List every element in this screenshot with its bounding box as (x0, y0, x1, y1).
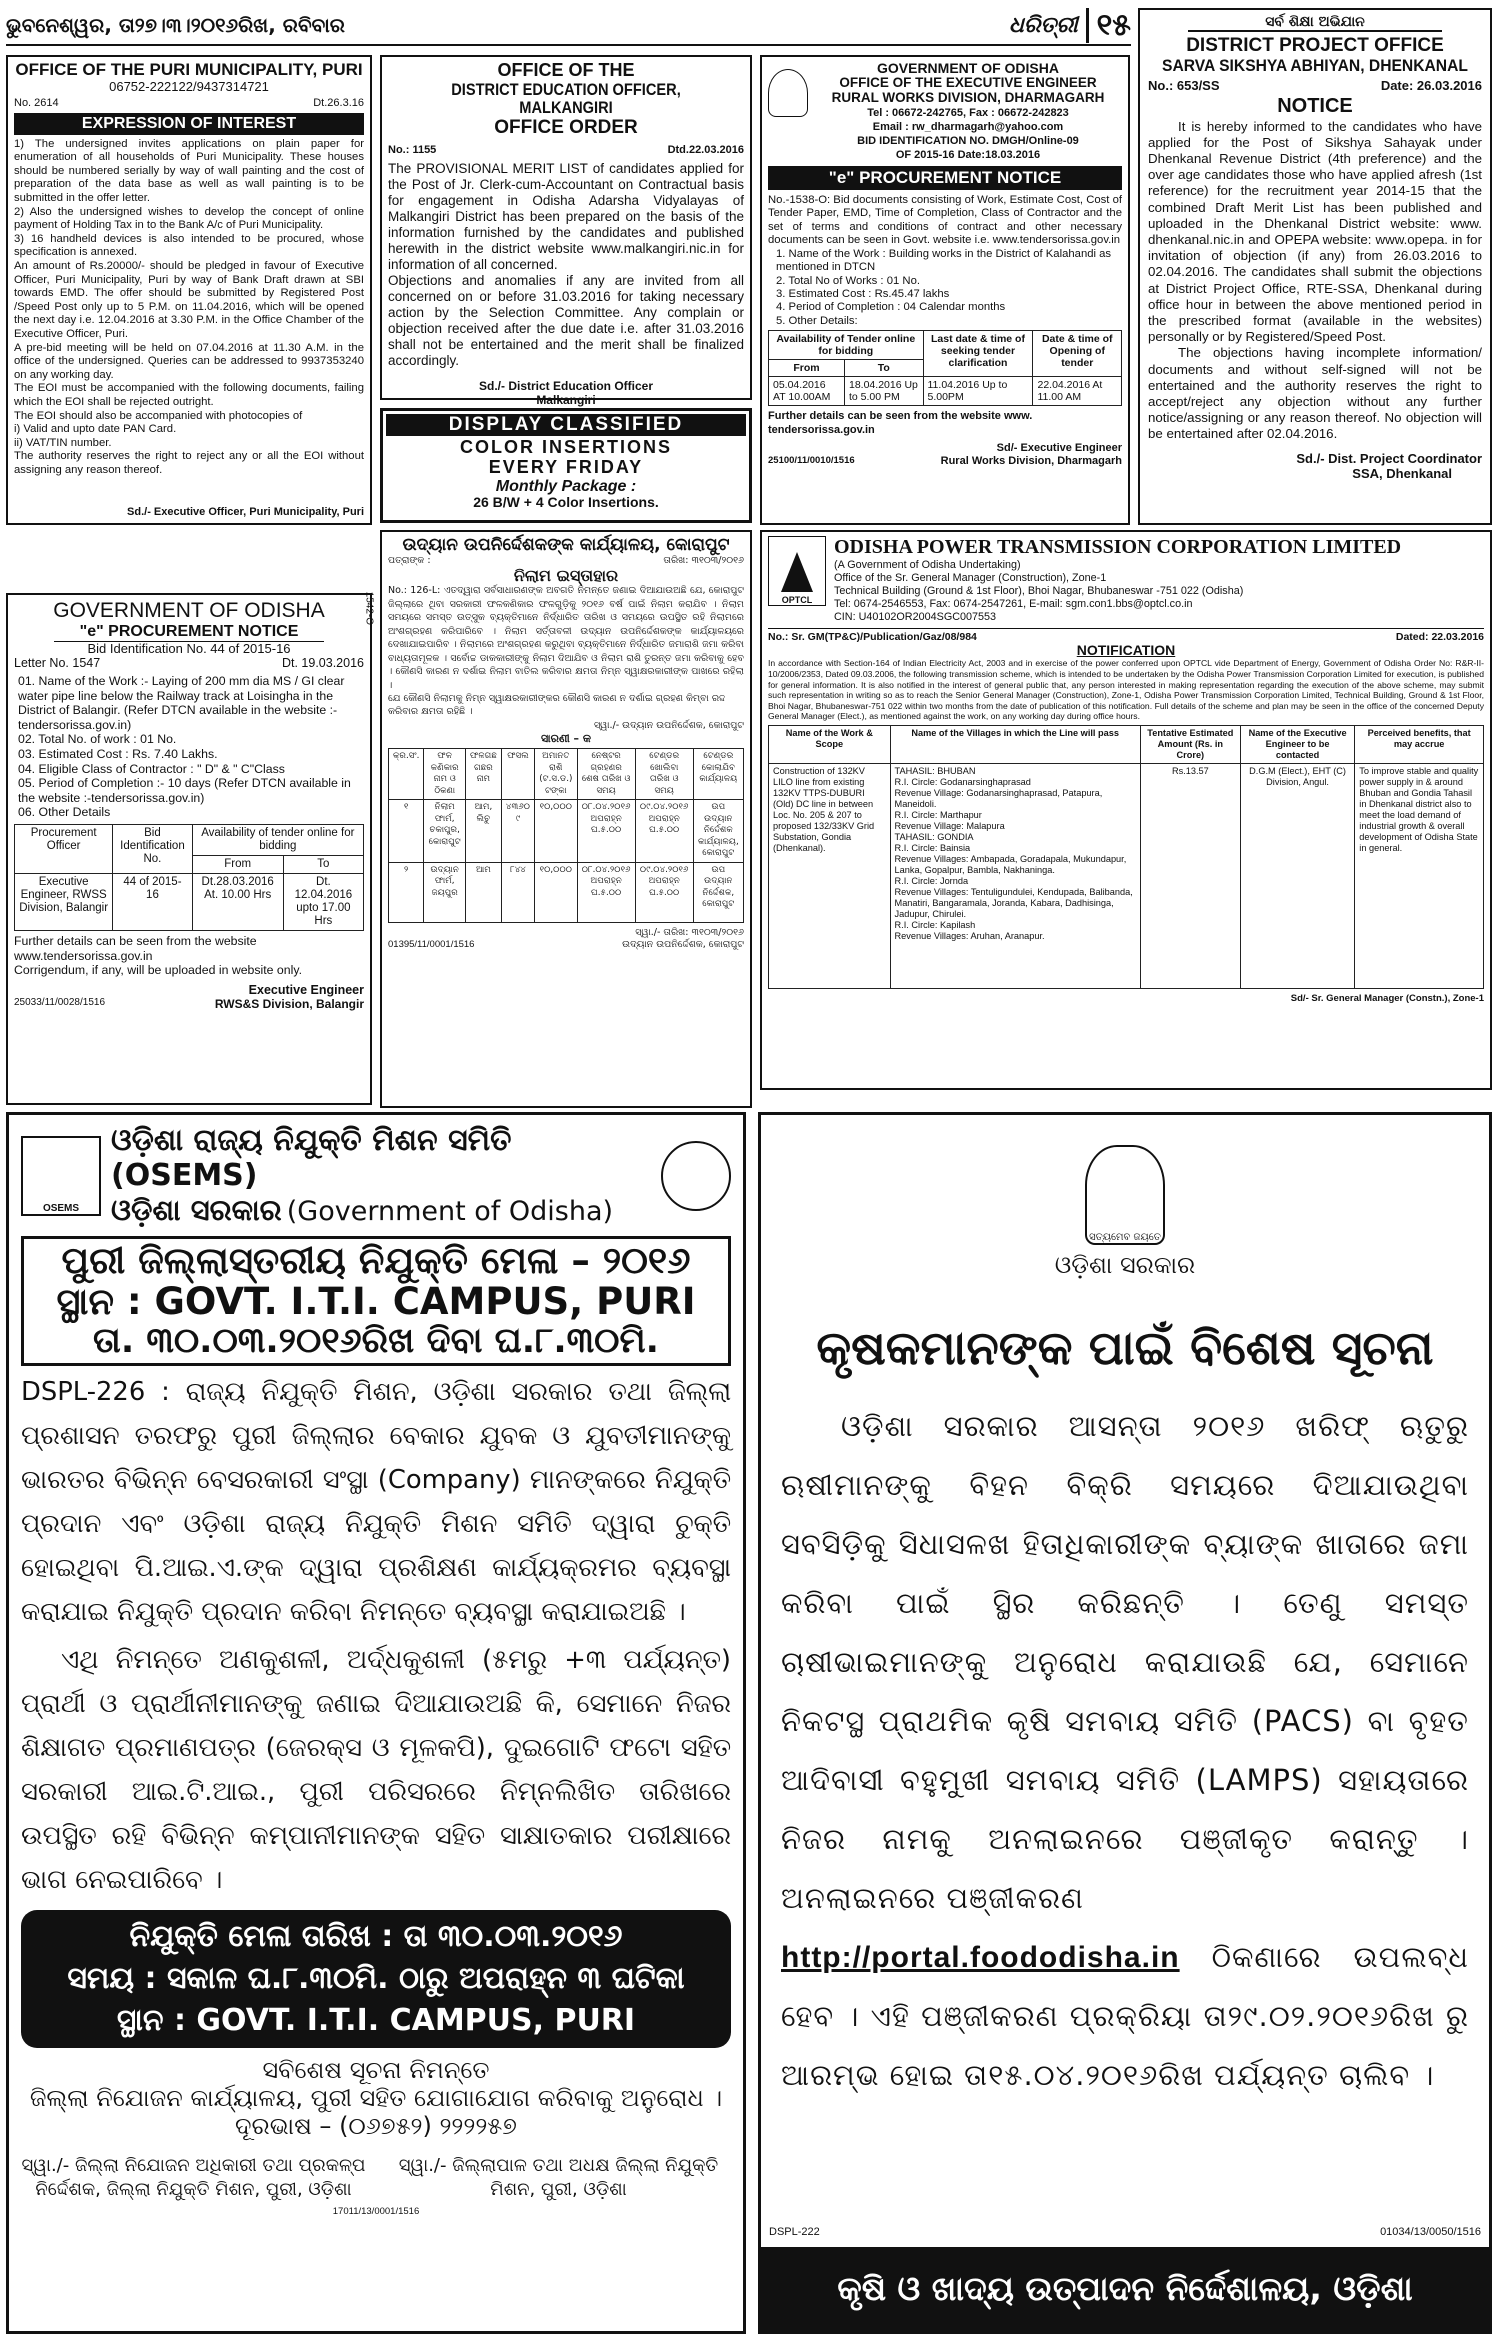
body-paragraph: An amount of Rs.20000/- should be pledged in favour of Executive Officer, Puri Municipality, Puri by way of Bank Draft drawn at SBI towards EMD. The offer should be submitted by Registered Post /Speed Post only up to 5 P.M. on 11.04.2016, which will be opened the next day i.e. 12.04.2016 at 3.30 P.M. in the Office Chamber of the Executive Officer, Puri. (14, 260, 364, 340)
ad-title: OFFICE OF THE PURI MUNICIPALITY, PURI (15, 60, 363, 79)
subtitle-english: (Government of Odisha) (286, 1196, 614, 1227)
table-cell: ଆମ, ଲିଚୁ (465, 800, 501, 863)
table-cell: ୮୪୪ (501, 862, 534, 922)
body-paragraph: 2) Also the undersigned wishes to develop the concept of online payment of Holding Tax in to the Bank A/c of Puri Municipality. (14, 205, 364, 232)
table-header: Date & time of Opening of tender (1033, 331, 1122, 377)
table-header: Tentative Estimated Amount (Rs. in Crore) (1140, 725, 1240, 763)
osems-job-fair-ad (6, 1112, 746, 2334)
ad-body-2: ଏଥି ନିମନ୍ତେ ଅଣକୁଶଳୀ, ଅର୍ଦ୍ଧକୁଶଳୀ (୫ମରୁ +୩ ପର୍ଯ୍ୟନ୍ତ) ପ୍ରାର୍ଥୀ ଓ ପ୍ରାର୍ଥୀନୀମାନଙ୍କୁ ଜଣାଇ ଦିଆଯାଉଅଛି କି, ସେମାନେ ନିଜର ଶିକ୍ଷାଗତ ପ୍ରମାଣପତ୍ର (ଜେରକ୍ସ ଓ ମୂଳକପି), ଦୁଇଗୋଟି ଫଟୋ ସହିତ ସରକାରୀ ଆଇ.ଟି.ଆଇ., ପୁରୀ ପରିସରରେ ନିମ୍ନଲିଖିତ ତାରିଖରେ ଉପସ୍ଥିତ ରହି ବିଭିନ୍ନ କମ୍ପାନୀମାନଙ୍କ ସହିତ ସାକ୍ଷାତକାର ପରୀକ୍ଷାରେ ଭାଗ ନେଇପାରିବେ । (21, 1644, 731, 1895)
village-line: TAHASIL: GONDIA (894, 831, 974, 842)
table-cell: D.G.M (Elect.), EHT (C) Division, Angul. (1240, 763, 1354, 988)
order-body: The PROVISIONAL MERIT LIST of candidates applied for the Post of Jr. Clerk-cum-Accountant on Contractual basis for engagement in Odisha Adarsha Vidyalayas of Malkangiri District has been prepared on the basis of the information furnished by the candidates and published herewith in the district website www.malkangiri.nic.in for information of all concerned. (388, 161, 744, 273)
scheme-table (768, 725, 1484, 989)
table-header: Name of the Executive Engineer to be contacted (1240, 725, 1354, 763)
notice-body: ଓଡ଼ିଶା ସରକାର ଆସନ୍ତା ୨୦୧୬ ଖରିଫ୍ ଋତୁରୁ ଋଷୀମାନଙ୍କୁ ବିହନ ବିକ୍ରି ସମୟରେ ଦିଆଯାଉଥିବା ସବସିଡ଼ିକୁ ସିଧାସଳଖ ହିତାଧିକାରୀଙ୍କ ବ୍ୟାଙ୍କ ଖାତାରେ ଜମା କରିବା ପାଇଁ ସ୍ଥିର କରିଛନ୍ତି । ତେଣୁ ସମସ୍ତ ଚାଷୀଭାଇମାନଙ୍କୁ ଅନୁରୋଧ କରାଯାଉଛି ଯେ, ସେମାନେ ନିକଟସ୍ଥ ପ୍ରାଥମିକ କୃଷି ସମବାୟ ସମିତି (PACS) ବା ବୃହତ ଆଦିବାସୀ ବହୁମୁଖୀ ସମବାୟ ସମିତି (LAMPS) ସହାୟତାରେ ନିଜର ନାମକୁ ଅନଲାଇନରେ ପଞ୍ଜୀକୃତ କରାନ୍ତୁ । ଅନଲାଇନରେ ପଞ୍ଜୀକରଣ (781, 1408, 1469, 1915)
display-line-2: COLOR INSERTIONS (459, 437, 672, 457)
ssa-dhenkanal-ad (1138, 8, 1492, 525)
table-header: From (769, 360, 845, 377)
work-item: 01. Name of the Work :- Laying of 200 mm dia MS / GI clear water pipe line below the Railway track at Loisingha in the District of Balangir. (Refer DTCN available in the website :-tendersorissa.gov.in) (18, 674, 345, 732)
contact-phone: ଦୂରଭାଷ – (୦୬୭୫୨) ୨୨୨୨୫୭ (235, 2111, 517, 2140)
notice-date: Date: 26.03.2016 (1380, 77, 1482, 93)
table-header: From (192, 855, 283, 873)
transmission-tower-icon (781, 552, 813, 592)
rwd-dharmagarh-ad (760, 55, 1130, 525)
office-order-heading: OFFICE ORDER (494, 117, 638, 139)
signature: ସ୍ୱା./- ଉଦ୍ୟାନ ଉପନିର୍ଦ୍ଦେଶକ, କୋରାପୁଟ (593, 720, 744, 732)
village-line: TAHASIL: BHUBAN (894, 765, 976, 776)
signature-office: ଉଦ୍ୟାନ ଉପନିର୍ଦ୍ଦେଶକ, କୋରାପୁଟ (622, 938, 744, 950)
table-cell: ୧୦,୦୦୦ (535, 862, 577, 922)
table-cell: ୦୮.୦୪.୨୦୧୬ ଅପରାହ୍ନ ଘ.୫.୦୦ (577, 800, 635, 863)
schedule-heading: ସାରଣୀ – କ (540, 732, 592, 746)
table-header: ଫଳ କଣିକାର ନାମ ଓ ଠିକଣା (424, 749, 466, 800)
work-item: 3. Estimated Cost : Rs.45.47 lakhs (776, 287, 950, 300)
village-line: Revenue Villages: Aruhan, Aranapur. (894, 930, 1045, 941)
table-cell: ୨ (389, 862, 424, 922)
ad-code: 01034/13/0050/1516 (1380, 2226, 1481, 2238)
koraput-horticulture-ad (380, 530, 752, 1108)
ad-title-1: GOVERNMENT OF ODISHA (876, 60, 1059, 76)
bid-id-2: OF 2015-16 Date:18.03.2016 (895, 149, 1041, 162)
signature-2: ସ୍ୱା./- ଜିଲ୍ଲାପାଳ ତଥା ଅଧକ୍ଷ ଜିଲ୍ଲା ନିଯୁକ୍ତି ମିଶନ, ପୁରୀ, ଓଡ଼ିଶା (398, 2154, 719, 2200)
address-line: CIN: U40102OR2004SGC007553 (834, 611, 997, 623)
contact-heading: ସବିଶେଷ ସୂଚନା ନିମନ୍ତେ (262, 2055, 490, 2084)
event-venue-line: ସ୍ଥାନ : GOVT. I.T.I. CAMPUS, PURI (116, 2002, 636, 2038)
address-block (834, 559, 1484, 624)
balangir-rwss-ad (6, 593, 372, 1105)
table-header: Last date & time of seeking tender clarification (923, 331, 1033, 377)
village-line: R.I. Circle: Marthapur (894, 809, 982, 820)
address-line: Technical Building (Ground & 1st Floor), Bhoi Nagar, Bhubaneswar -751 022 (Odisha) (834, 585, 1244, 597)
puri-municipality-ad (6, 55, 372, 525)
signature: Sd/- Sr. General Manager (Constn.), Zone-1 (1290, 992, 1484, 1004)
body-paragraph: 3) 16 handheld devices is also intended to be procured, whose specification is annexed. (14, 232, 364, 259)
display-classified-ad (380, 408, 752, 523)
phone: 06752-222122/9437314721 (109, 78, 269, 94)
malkangiri-ad (380, 55, 752, 408)
ad-code: 01395/11/0001/1516 (388, 938, 475, 950)
ad-body: DSPL-226 : ରାଜ୍ୟ ନିଯୁକ୍ତି ମିଶନ, ଓଡ଼ିଶା ସରକାର ତଥା ଜିଲ୍ଲା ପ୍ରଶାସନ ତରଫରୁ ପୁରୀ ଜିଲ୍ଲାର ବେକାର ଯୁବକ ଓ ଯୁବତୀମାନଙ୍କୁ ଭାରତର ବିଭିନ୍ନ ବେସରକାରୀ ସଂସ୍ଥା (Company) ମାନଙ୍କରେ ନିଯୁକ୍ତି ପ୍ରଦାନ ଏବଂ ଓଡ଼ିଶା ରାଜ୍ୟ ନିଯୁକ୍ତି ମିଶନ ସମିତି ଦ୍ୱାରା ଚୁକ୍ତି ହୋଇଥିବା ପି.ଆଇ.ଏ.ଙ୍କ ଦ୍ୱାରା ପ୍ରଶିକ୍ଷଣ କାର୍ଯ୍ୟକ୍ରମର ବ୍ୟବସ୍ଥା କରାଯାଇ ନିଯୁକ୍ତି ପ୍ରଦାନ କରିବା ନିମନ୍ତେ ବ୍ୟବସ୍ଥା କରାଯାଇଅଛି । (21, 1376, 731, 1627)
table-cell: Dt.28.03.2016 At. 10.00 Hrs (192, 873, 283, 930)
table-row (389, 862, 744, 922)
table-cell: Rs.13.57 (1140, 763, 1240, 988)
letter-date: ତାରିଖ: ୩୧୦୩/୨୦୧୬ (663, 554, 744, 566)
ad-title-2: DISTRICT EDUCATION OFFICER, MALKANGIRI (451, 79, 681, 118)
table-cell: ୧ (389, 800, 424, 863)
work-items (768, 248, 1122, 328)
table-cell: To improve stable and quality power supply in & around Bhuban and Gondia Tahasil in Dhenkanal district also to meet the load demand of industrial growth & overall development of Odisha State in general. (1355, 763, 1484, 988)
table-header: ଟେଣ୍ଡର ଖୋଲିବା ତାରିଖ ଓ ସମୟ (635, 749, 693, 800)
notice-body-2: The objections having incomplete information/ documents and without self-signed will not be entertained and the authority reserves the right to accept/reject any objection without any further notice/assigning or any reason thereof. No objection will be entertained after 02.04.2016. (1148, 345, 1482, 442)
table-cell: Construction of 132KV LILO line from existing 132KV TTPS-DUBURI (Old) DC line in between Loc. No. 205 & 207 to proposed 132/33KV Grid Substation, Gondia (Dhenkanal). (769, 763, 891, 988)
table-cell: ୪୩୬୦ ୯ (501, 800, 534, 863)
body-paragraph: 1) The undersigned invites applications on plain paper for enumeration of all households of Puri Municipality. These houses should be numbered serially by way of wall painting and the cost of preparation of the data base as well as wall painting is to be submitted in the offer letter. (14, 137, 364, 205)
table-header: Bid Identification No. (113, 824, 192, 873)
event-venue: ସ୍ଥାନ : GOVT. I.T.I. CAMPUS, PURI (56, 1279, 696, 1323)
table-header: ନେଷ୍ଟର ଗ୍ରହଣର ଶେଷ ତାରିଖ ଓ ସମୟ (577, 749, 635, 800)
event-box (21, 1236, 731, 1366)
table-header: ଫଳଗଛ ଗଛର ନାମ (465, 749, 501, 800)
table-cell: ଉପ ଉଦ୍ୟାନ ନିର୍ଦ୍ଦେଶକ କାର୍ଯ୍ୟାଳୟ, କୋରାପୁଟ (693, 800, 743, 863)
odisha-emblem-icon (768, 69, 808, 117)
table-header: ଟେଣ୍ଡର କୋଲାଯିବ କାର୍ଯ୍ୟାଳୟ (693, 749, 743, 800)
subtitle-odia: ଓଡ଼ିଶା ସରକାର (111, 1193, 282, 1227)
signature-date: ସ୍ୱା./- ତାରିଖ: ୩୧୦୩/୨୦୧୬ (635, 926, 744, 938)
osems-logo (21, 1136, 101, 1216)
dateline: ଭୁବନେଶ୍ୱର, ତା୨୭।୩।୨୦୧୬ରିଖ, ରବିବାର (6, 13, 345, 37)
table-cell: Executive Engineer, RWSS Division, Balangir (15, 873, 113, 930)
body-paragraph: ii) VAT/TIN number. (14, 436, 112, 449)
work-item: 04. Eligible Class of Contractor : " D" & " C"Class (18, 761, 285, 776)
notice-body: No.: 126-L: ଏତଦ୍ୱାରା ସର୍ବସାଧାରଣଙ୍କ ଅବଗତି ନିମନ୍ତେ ଜଣାଇ ଦିଆଯାଉଅଛି ଯେ, କୋରାପୁଟ ଜିଲ୍ଲାରେ ଥିବା ସରକାରୀ ଫଳକଣିକାର ଫଳଗୁଡ଼ିକୁ ୨୦୧୬ ବର୍ଷ ପାଇଁ ନିଲାମ କରାଯିବ । ନିଲାମ ସମୟରେ ସମସ୍ତ ଉତ୍ସୁକ ବ୍ୟକ୍ତିମାନେ ନିର୍ଦ୍ଧାରିତ ତାରିଖ ଓ ସମୟରେ ଉପସ୍ଥିତ ରହି ନିଲାମରେ ଅଂଶଗ୍ରହଣ କରିପାରିବେ । ନିଲାମ ସର୍ତ୍ତାବଳୀ ଉଦ୍ୟାନ ଉପନିର୍ଦ୍ଦେଶକଙ୍କ କାର୍ଯ୍ୟାଳୟରେ ଦେଖାଯାଇପାରିବ । ନିଲାମରେ ଅଂଶଗ୍ରହଣ କରୁଥିବା ବ୍ୟକ୍ତିମାନେ ନିର୍ଦ୍ଧାରିତ ଜମାରାଶି ଜମା କରିବା ବାଧ୍ୟତାମୂଳକ । ସର୍ବୋଚ୍ଚ ଡାକକାରୀଙ୍କୁ ନିଲାମ ଦିଆଯିବ ଓ ନିଲାମ ରାଶି ତୁରନ୍ତ ଜମା କରିବାକୁ ହେବ । କୌଣସି କାରଣ ନ ଦର୍ଶାଇ ନିଲାମ ବାତିଲ କରିବାର କ୍ଷମତା ନିମ୍ନ ସ୍ୱାକ୍ଷରକାରୀଙ୍କ ପାଖରେ ରହିଲା । (388, 585, 744, 691)
side-code: 1542-O (363, 591, 374, 625)
ad-title: ଉଦ୍ୟାନ ଉପନିର୍ଦ୍ଦେଶକଙ୍କ କାର୍ଯ୍ୟାଳୟ, କୋରାପୁଟ (402, 535, 730, 555)
signature-2: Malkangiri (536, 393, 596, 408)
tender-table (14, 824, 364, 931)
table-cell: ନିଲାମ ଫାର୍ମ, ଚକାପୁର, କୋରାପୁଟ (424, 800, 466, 863)
footer-note: Further details can be seen from the website www.tendersorissa.gov.in (14, 933, 257, 963)
logo-text: OPTCL (781, 595, 813, 605)
letter-no: Letter No. 1547 (14, 656, 101, 670)
ad-title-1: OFFICE OF THE (497, 60, 635, 80)
work-item: 2. Total No of Works : 01 No. (776, 274, 920, 287)
event-date: ତା. ୩୦.୦୩.୨୦୧୬ରିଖ ଦିବା ଘ.୮.୩୦ମି. (93, 1321, 659, 1362)
body-paragraph: i) Valid and upto date PAN Card. (14, 423, 177, 436)
order-body-2: Objections and anomalies if any are invited from all concerned on or before 31.03.2016 for taking necessary action by the Selection Committee. Any complain or objection received after the due date i.e. after 31.03.2016 shall not be entertained and the merit shall be finalized accordingly. (388, 273, 744, 369)
village-line: Revenue Villages: Ambapada, Goradapala, Mukundapur, Lanka, Gopalpur, Bambla, Nakhaninga. (894, 853, 1127, 875)
signature-2: Rural Works Division, Dharmagarh (940, 455, 1122, 468)
village-line: R.I. Circle: Jornda (894, 875, 969, 886)
bid-id: BID IDENTIFICATION NO. DMGH/Online-09 (857, 135, 1079, 148)
display-line-4: Monthly Package : (495, 477, 637, 495)
farmers-notice-ad (758, 1112, 1492, 2334)
body-paragraph: The EOI should also be accompanied with photocopies of (14, 409, 303, 422)
work-item: 02. Total No. of work : 01 No. (18, 732, 177, 747)
emblem-motto: ସତ୍ୟମେବ ଜୟତେ (1089, 1232, 1161, 1243)
ad-title: ODISHA POWER TRANSMISSION CORPORATION LIMITED (834, 536, 1402, 558)
address-line: Tel: 0674-2546553, Fax: 0674-2547261, E-mail: sgm.con1.bbs@optcl.co.in (834, 598, 1193, 610)
signature-1: Sd./- District Education Officer (478, 379, 654, 394)
table-row (389, 800, 744, 863)
letter-date: Dt. 19.03.2016 (281, 656, 364, 670)
ad-title-1: DISTRICT PROJECT OFFICE (1186, 35, 1444, 56)
notification-body: In accordance with Section-164 of Indian Electricity Act, 2003 and in exercise of the power conferred upon OPTCL vide Department of Energy, Government of Odisha Order No: R&R-II-10/2006/2353, Dated 09.03.2006, the following transmission scheme, which is intended to be undertaken by the Odisha Power Transmission Corporation Limited for execution, is published for general information. It is also notified in the interest of general public that, any person interested in making representation regarding the execution of the above scheme, may submit such representation in writing so as to reach the Senior General Manager (Construction), Zone-1, Odisha Power Transmission Corporation Limited, Technical Building, Ground & 1st Floor, Bhoi Nagar, Bhubaneswar-751 022 within two months from the date of publication of this notification. Full details of the scheme and plan may be seen in the office of the concerned Deputy General Manager (Elect.), as mentioned against the work, on any working day during office hours. (768, 658, 1484, 722)
table-cell: ୦୮.୦୪.୨୦୧୬ ଅପରାହ୍ନ ଘ.୫.୦୦ (577, 862, 635, 922)
event-title: ପୁରୀ ଜିଲ୍ଲାସ୍ତରୀୟ ନିଯୁକ୍ତି ମେଳା – ୨୦୧୬ (61, 1239, 691, 1282)
address-line: Office of the Sr. General Manager (Construction), Zone-1 (834, 572, 1107, 584)
logo-text: OSEMS (42, 1202, 80, 1214)
display-heading: DISPLAY CLASSIFIED (386, 414, 746, 436)
optcl-notification-ad (760, 530, 1492, 1090)
auction-table (388, 748, 744, 923)
table-header: Name of the Villages in which the Line will pass (890, 725, 1140, 763)
skill-india-logo (661, 1141, 731, 1211)
table-cell: Dt. 12.04.2016 upto 17.00 Hrs (283, 873, 363, 930)
order-date: Dtd.22.03.2016 (667, 144, 744, 157)
government-label: ଓଡ଼ିଶା ସରକାର (1054, 1251, 1196, 1279)
portal-link[interactable]: http://portal.foododisha.in (781, 1940, 1180, 1974)
table-cell: 22.04.2016 At 11.00 AM (1033, 377, 1122, 406)
village-line: Revenue Village: Godanarsinghaprasad, Patapura, Maneidoli. (894, 787, 1103, 809)
village-line: R.I. Circle: Bainsia (894, 842, 971, 853)
work-item: 05. Period of Completion :- 10 days (Refer DTCN available in the website :-tendersorissa.gov.in) (18, 776, 351, 805)
work-item: 4. Period of Completion : 04 Calendar months (776, 301, 1006, 314)
notification-heading: NOTIFICATION (1076, 642, 1176, 658)
letter-date: Dated: 22.03.2016 (1395, 631, 1484, 643)
work-item: 06. Other Details (18, 805, 111, 820)
email: Email : rw_dharmagarh@yahoo.com (872, 121, 1064, 134)
eproc-banner: "e" PROCUREMENT NOTICE (768, 166, 1122, 190)
order-no: No.: 1155 (388, 144, 437, 157)
ad-title-1: GOVERNMENT OF ODISHA (53, 599, 325, 622)
table-header: Procurement Officer (15, 824, 113, 873)
table-cell: 05.04.2016 AT 10.00AM (769, 377, 845, 406)
ad-code: 25100/11/0010/1516 (768, 455, 855, 467)
work-item: 03. Estimated Cost : Rs. 7.40 Lakhs. (18, 746, 218, 761)
event-details-banner (21, 1910, 731, 2048)
body-paragraph: The EOI must be accompanied with the following documents, failing which the EOI shall be rejected outright. (14, 382, 364, 408)
table-header: Perceived benefits, that may accrue (1355, 725, 1484, 763)
contact-line: ଜିଲ୍ଲା ନିଯୋଜନ କାର୍ଯ୍ୟାଳୟ, ପୁରୀ ସହିତ ଯୋଗାଯୋଗ କରିବାକୁ ଅନୁରୋଧ । (29, 2083, 723, 2112)
page-header (6, 6, 1131, 46)
table-header: କ୍ର.ସଂ. (389, 749, 424, 800)
table-header: To (845, 360, 924, 377)
event-date-line: ନିଯୁକ୍ତି ମେଳା ତାରିଖ : ତା ୩୦.୦୩.୨୦୧୬ (129, 1918, 623, 1954)
signature-2: RWS&S Division, Balangir (214, 997, 364, 1012)
notice-heading: ନିଲାମ ଇସ୍ତାହାର (513, 565, 619, 585)
letter-date: Dt.26.3.16 (313, 96, 364, 109)
ad-title-2: SARVA SIKSHYA ABHIYAN, DHENKANAL (1162, 55, 1468, 75)
table-cell: 18.04.2016 Up to 5.00 PM (845, 377, 924, 406)
table-cell: ଆମ (465, 862, 501, 922)
department-footer: କୃଷି ଓ ଖାଦ୍ୟ ଉତ୍ପାଦନ ନିର୍ଦ୍ଦେଶାଳୟ, ଓଡ଼ିଶା (761, 2247, 1489, 2331)
notice-heading: NOTICE (1277, 94, 1353, 117)
table-header: ଅମାନତ ରାଶି (ଟ.ସ.ଡ.) ଟଙ୍କା (535, 749, 577, 800)
ad-title-2: OFFICE OF THE EXECUTIVE ENGINEER (839, 75, 1097, 91)
ashoka-emblem-icon (1085, 1145, 1165, 1245)
village-line: Revenue Village: Malapura (894, 820, 1005, 831)
table-cell: ୧୦,୦୦୦ (535, 800, 577, 863)
signature-2: SSA, Dhenkanal (1352, 465, 1452, 481)
work-item: 1. Name of the Work : Building works in the District of Kalahandi as mentioned in DTCN (776, 247, 1112, 274)
ad-code: 17011/13/0001/1516 (332, 2205, 420, 2217)
ssa-logo-text: ସର୍ବ ଶିକ୍ଷା ଅଭିଯାନ (1188, 14, 1442, 32)
eoi-banner: EXPRESSION OF INTEREST (14, 113, 364, 135)
ad-title-2: "e" PROCUREMENT NOTICE (54, 623, 324, 642)
notice-body-2: ଯେ କୌଣସି ନିଲାମକୁ ନିମ୍ନ ସ୍ୱାକ୍ଷରକାରୀଙ୍କର କୌଣସି କାରଣ ନ ଦର୍ଶାଇ ଗ୍ରହଣ କିମ୍ବା ରଦ୍ଦ କରିବାର କ୍ଷମତା ରହିଛି । (388, 693, 726, 718)
village-line: Revenue Villages: Tentuligundulei, Kendupada, Balibanda, Manatiri, Bangaramala, Joranda, Kabara, Dadhisinga, Jadupur, Chirulei. (894, 886, 1133, 919)
table-cell: 11.04.2016 Up to 5.00PM (923, 377, 1033, 406)
signature-1: Sd./- Dist. Project Coordinator (1296, 450, 1482, 466)
village-line: R.I. Circle: Godanarsinghaprasad (894, 776, 1031, 787)
ad-title-3: RURAL WORKS DIVISION, DHARMAGARH (831, 90, 1105, 106)
notice-body-2: ଠିକଣାରେ ଉପଲବ୍ଧ ହେବ । ଏହି ପଞ୍ଜୀକରଣ ପ୍ରକ୍ରିୟା ତା୨୯.୦୨.୨୦୧୬ରିଖ ରୁ ଆରମ୍ଭ ହୋଇ ତା୧୫.୦୪.୨୦୧୬ରିଖ ପର୍ଯ୍ୟନ୍ତ ଚାଲିବ । (781, 1939, 1470, 2092)
footer-note: Further details can be seen from the website www. tendersorissa.gov.in (768, 410, 1033, 437)
work-item: 5. Other Details: (776, 314, 858, 327)
table-header: Name of the Work & Scope (769, 725, 891, 763)
signature-1: Executive Engineer (248, 983, 364, 998)
tender-table (768, 330, 1122, 406)
dspl-code: DSPL-222 (769, 2226, 820, 2238)
notice-body: It is hereby informed to the candidates who have applied for the Post of Sikshya Sahayak under Dhenkanal Revenue District (4th preference) and the over age candidates those who have applied afresh (1st reference) for the recruitment year 2014-15 that the combined Draft Merit List has been published and uploaded in the Dhenkanal District website: www. dhenkanal.nic.in and OPEPA website: www.opepa. in for invitation of objection (if any) from 26.03.2016 to 02.04.2016. The candidates shall submit the objections at District Project Office, RTE-SSA, Dhenkanal during office hour in between the above mentioned period in the prescribed format (available in the websites) personally or by Registered/Speed Post. (1148, 118, 1482, 345)
display-line-3: EVERY FRIDAY (488, 456, 644, 477)
tel-fax: Tel : 06672-242765, Fax : 06672-242823 (867, 107, 1069, 120)
table-cell: ୦୯.୦୪.୨୦୧୬ ଅପରାହ୍ନ ଘ.୫.୦୦ (635, 862, 693, 922)
notice-no: No.: 653/SS (1148, 77, 1220, 93)
letter-no: ପତ୍ରାଙ୍କ : (388, 554, 431, 566)
signature-1: Sd/- Executive Engineer (996, 442, 1122, 455)
table-cell: ଉପ ଉଦ୍ୟାନ ନିର୍ଦ୍ଦେଶକ, କୋରାପୁଟ (693, 862, 743, 922)
ad-code: 25033/11/0028/1516 (14, 997, 106, 1009)
village-line: R.I. Circle: Kapilash (894, 919, 976, 930)
bid-id: Bid Identification No. 44 of 2015-16 (87, 641, 291, 656)
display-line-5: 26 B/W + 4 Color Insertions. (473, 494, 659, 511)
table-header: To (283, 855, 363, 873)
table-cell (890, 763, 1140, 988)
paper-logo: ଧରିତ୍ରୀ (1008, 12, 1078, 38)
body-paragraph: The authority reserves the right to reject any or all the EOI without assigning any reason thereof. (14, 450, 364, 476)
signature-1: ସ୍ୱା./- ଜିଲ୍ଲା ନିଯୋଜନ ଅଧିକାରୀ ତଥା ପ୍ରକଳ୍ପ ନିର୍ଦ୍ଦେଶକ, ଜିଲ୍ଲା ନିଯୁକ୍ତି ମିଶନ, ପୁରୀ, ଓଡ଼ିଶା (21, 2154, 366, 2200)
optcl-logo (768, 536, 826, 606)
letter-no: No.: Sr. GM(TP&C)/Publication/Gaz/08/984 (768, 631, 977, 643)
table-header: Availability of Tender online for bidding (769, 331, 924, 360)
page-number: ୧୫ (1086, 8, 1131, 43)
table-cell: 44 of 2015-16 (113, 873, 192, 930)
ad-title: ଓଡ଼ିଶା ରାଜ୍ୟ ନିଯୁକ୍ତି ମିଶନ ସମିତି (OSEMS) (111, 1123, 512, 1193)
work-items (14, 674, 364, 820)
notice-title: କୃଷକମାନଙ୍କ ପାଇଁ ବିଶେଷ ସୂଚନା (816, 1321, 1434, 1376)
table-cell: ଉଦ୍ୟାନ ଫାର୍ମ, ଜୟପୁର (424, 862, 466, 922)
corrigendum-note: Corrigendum, if any, will be uploaded in website only. (14, 963, 302, 978)
event-time-line: ସମୟ : ସକାଳ ଘ.୮.୩୦ମି. ଠାରୁ ଅପରାହ୍ନ ୩ ଘଟିକା (67, 1960, 685, 1996)
signature: Sd./- Executive Officer, Puri Municipality, Puri (127, 506, 364, 518)
body-paragraph: A pre-bid meeting will be held on 07.04.2016 at 11.30 A.M. in the office of the undersigned. Queries can be addressed to 9937353240 on any working day. (14, 341, 364, 381)
table-cell: ୦୯.୦୪.୨୦୧୬ ଅପରାହ୍ନ ଘ.୫.୦୦ (635, 800, 693, 863)
letter-no: No. 2614 (14, 96, 59, 109)
address-line: (A Government of Odisha Undertaking) (834, 559, 1021, 571)
table-header: Availability of tender online for bidding (192, 824, 363, 855)
ad-body (14, 138, 364, 478)
ad-body: No.-1538-O: Bid documents consisting of Work, Estimate Cost, Cost of Tender Paper, EMD, Time of Completion, Class of Contractor and the set of terms and conditions of contract and other necessary documents can be seen in Govt. website i.e. www.tendersorissa.gov.in (768, 194, 1122, 247)
table-header: ଫସଲ (501, 749, 534, 800)
